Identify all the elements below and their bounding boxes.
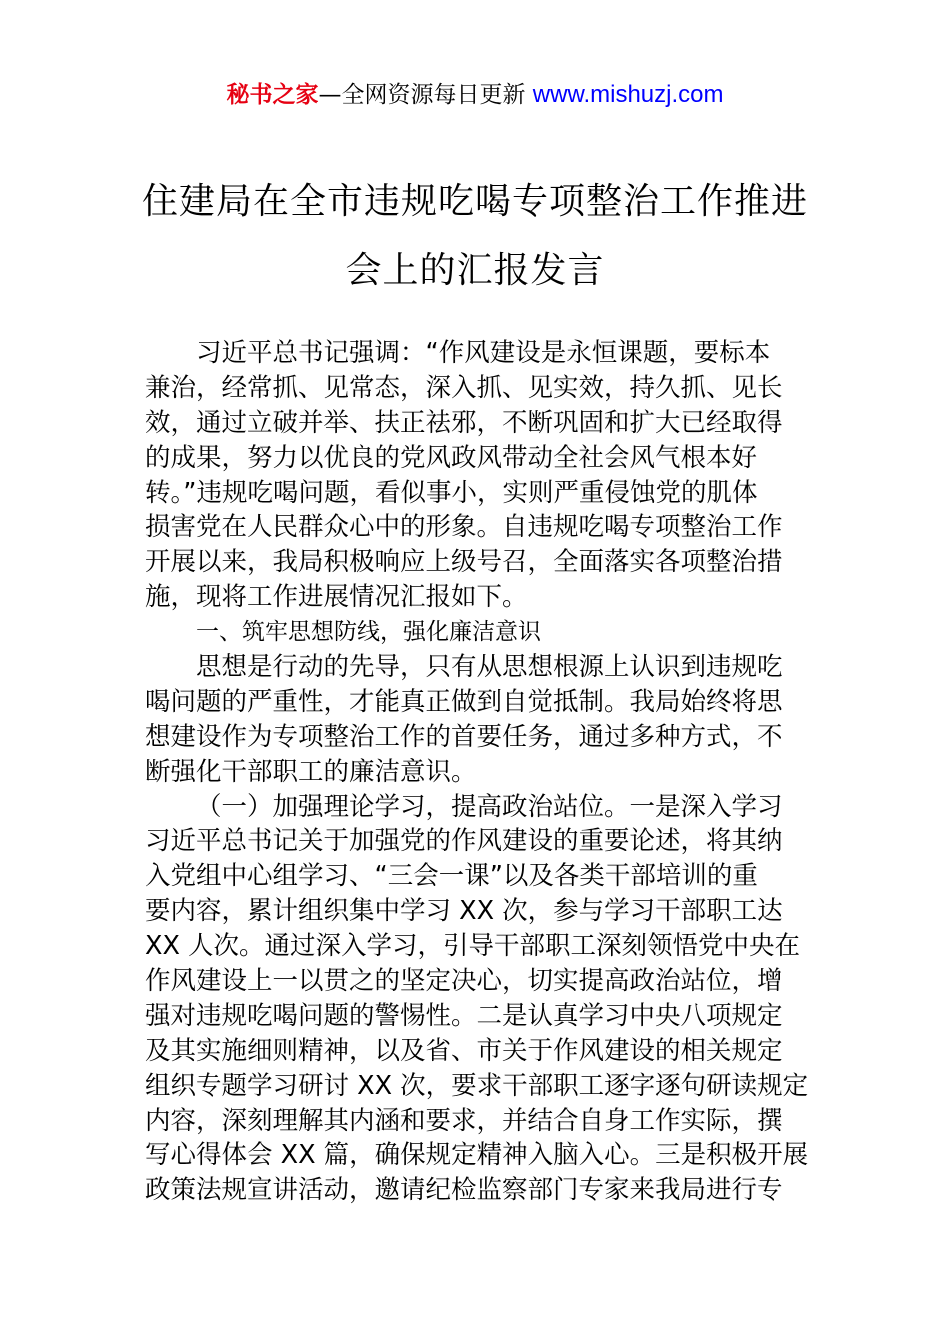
body-line: 损害党在人民群众心中的形象。自违规吃喝专项整治工作	[145, 512, 783, 543]
body-line: 断强化干部职工的廉洁意识。	[145, 756, 477, 787]
body-line: 效，通过立破并举、扶正祛邪，不断巩固和扩大已经取得	[145, 407, 783, 438]
body-line: 写心得体会 XX 篇，确保规定精神入脑入心。三是积极开展	[145, 1140, 809, 1171]
body-line: 组织专题学习研讨 XX 次，要求干部职工逐字逐句研读规定	[145, 1070, 809, 1101]
body-line: 政策法规宣讲活动，邀请纪检监察部门专家来我局进行专	[145, 1175, 783, 1206]
body-line: 转。”违规吃喝问题，看似事小，实则严重侵蚀党的肌体	[145, 477, 758, 508]
body-line: 的成果，努力以优良的党风政风带动全社会风气根本好	[145, 442, 758, 473]
site-header	[0, 78, 950, 112]
header-tagline: —全网资源每日更新	[318, 82, 533, 108]
body-line: 及其实施细则精神，以及省、市关于作风建设的相关规定	[145, 1035, 783, 1066]
body-line: 习近平总书记关于加强党的作风建设的重要论述，将其纳	[145, 826, 783, 857]
body-line: 想建设作为专项整治工作的首要任务，通过多种方式，不	[145, 721, 783, 752]
body-line: 习近平总书记强调：“作风建设是永恒课题，要标本	[196, 338, 771, 368]
document-title-line-2: 会上的汇报发言	[345, 250, 605, 291]
site-url-link[interactable]: www.mishuzj.com	[532, 81, 724, 108]
body-line: （一）加强理论学习，提高政治站位。一是深入学习	[196, 791, 783, 822]
body-line: 内容，深刻理解其内涵和要求，并结合自身工作实际，撰	[145, 1105, 783, 1136]
body-line: XX 人次。通过深入学习，引导干部职工深刻领悟党中央在	[145, 931, 801, 962]
body-line: 思想是行动的先导，只有从思想根源上认识到违规吃	[196, 652, 783, 683]
document-body	[145, 336, 809, 1208]
body-line: 兼治，经常抓、见常态，深入抓、见实效，持久抓、见长	[145, 372, 783, 403]
body-line: 强对违规吃喝问题的警惕性。二是认真学习中央八项规定	[145, 1000, 783, 1031]
body-line: 开展以来，我局积极响应上级号召，全面落实各项整治措	[145, 547, 783, 578]
brand-name: 秘书之家	[226, 82, 319, 108]
document-title-line-1: 住建局在全市违规吃喝专项整治工作推进	[141, 181, 808, 222]
section-heading: 一、筑牢思想防线，强化廉洁意识	[196, 619, 541, 646]
body-line: 施，现将工作进展情况汇报如下。	[145, 582, 528, 613]
body-line: 喝问题的严重性，才能真正做到自觉抵制。我局始终将思	[145, 686, 783, 717]
body-line: 作风建设上一以贯之的坚定决心，切实提高政治站位，增	[145, 966, 783, 997]
body-line: 要内容，累计组织集中学习 XX 次，参与学习干部职工达	[145, 896, 783, 927]
body-line: 入党组中心组学习、“三会一课”以及各类干部培训的重	[145, 861, 758, 892]
